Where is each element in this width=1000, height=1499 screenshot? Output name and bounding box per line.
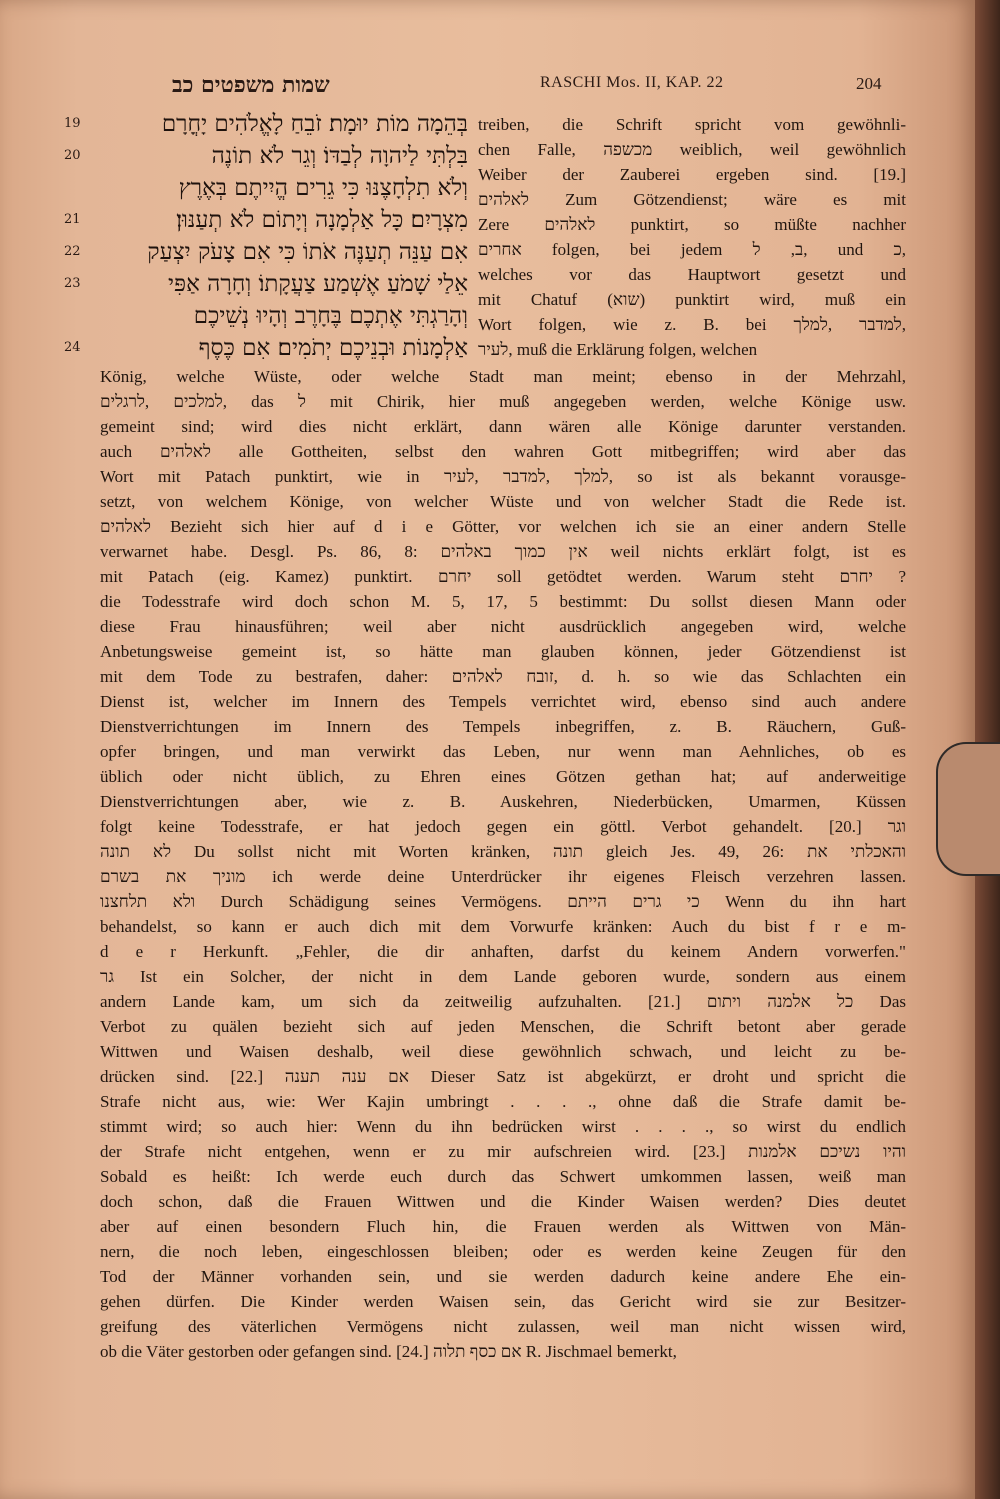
commentary-line: mit Chatuf (שוא) punktirt wird, muß ein [478, 290, 906, 309]
hebrew-line: בְּהֵמָה מוֹת יוּמָת׃ זֹבֵחַ לָאֱלֹהִים יָחֳרָם [161, 111, 468, 137]
commentary-line: üblich oder nicht üblich, zu Ehren eines Götzen gethan hat; auf anderweitige [100, 767, 906, 786]
commentary-line: לעיר, muß die Erklärung folgen, welchen [478, 340, 758, 359]
commentary-line: למלכים ,לרגלים, das ל mit Chirik, hier muß angegeben werden, welche Könige usw. [100, 392, 906, 411]
commentary-line: גר Ist ein Solcher, der nicht in dem Lande geboren wurde, sondern aus einem [100, 967, 906, 986]
commentary-line: Dienst ist, welcher im Innern des Tempels verrichtet wird, ebenso sind auch andere [100, 692, 906, 711]
header-hebrew-title: שמות משפטים כב [172, 72, 330, 98]
commentary-line: verwarnet habe. Desgl. Ps. 86, 8: אין כמוך באלהים weil nichts erklärt folgt, ist es [100, 542, 906, 561]
commentary-line: Wort mit Patach punktirt, wie in למלך ,למדבר ,לעיר, so ist als bekannt vorausge- [100, 467, 906, 486]
commentary-line: greifung des väterlichen Vermögens nicht zulassen, weil man nicht wissen wird, [100, 1317, 906, 1336]
commentary-line: אחרים folgen, bei jedem ב, ל, und כ, [478, 240, 906, 259]
commentary-line: opfer bringen, und man verwirkt das Leben, nur wenn man Aehnliches, ob es [100, 742, 906, 761]
commentary-line: auch לאלהים alle Gottheiten, selbst den wahren Gott mitbegriffen; wird aber das [100, 442, 906, 461]
commentary-line: stimmt wird; so auch hier: Wenn du ihn bedrücken wirst . . . ., so wirst du endlich [100, 1117, 906, 1136]
hebrew-verse-text [92, 108, 468, 364]
commentary-line: ולא תלחצנו Durch Schädigung seines Vermögens. כי גרים הייתם Wenn du ihn hart [100, 892, 906, 911]
commentary-line: Strafe nicht aus, wie: Wer Kajin umbringt . . . ., ohne daß die Strafe damit be- [100, 1092, 906, 1111]
hebrew-line: אֵלַי שָׁמֹעַ אֶשְׁמַע צַעֲקָתוֹ׃ וְחָרָה אַפִּי [167, 271, 468, 297]
hebrew-line: מִצְרָיִם׃ כָּל אַלְמָנָה וְיָתוֹם לֹא תְעַנּוּן׃ [176, 207, 468, 233]
commentary-line: לאלהים Zum Götzendienst; wäre es mit [478, 190, 906, 209]
verse-number: 22 [64, 244, 81, 259]
commentary-line: Dienstverrichtungen im Innern des Tempels inbegriffen, z. B. Räuchern, Guß- [100, 717, 906, 736]
commentary-line: Wort folgen, wie z. B. bei למדבר ,למלך, [478, 315, 906, 334]
hebrew-line: וְלֹא תִלְחָצֶנּוּ כִּי גֵרִים הֱיִיתֶם בְּאֶרֶץ [178, 175, 468, 201]
page-number: 204 [856, 74, 882, 93]
commentary-line: gehen dürfen. Die Kinder werden Waisen sein, das Gericht wird sie zur Besitzer- [100, 1292, 906, 1311]
commentary-line: Tod der Männer vorhanden sein, und sie werden dadurch keine andere Ehe ein- [100, 1267, 906, 1286]
commentary-column [478, 112, 906, 362]
commentary-line: מוניך את בשרם ich werde deine Unterdrücker ihr eigenes Fleisch verzehren lassen. [100, 867, 906, 886]
page-header [0, 72, 975, 102]
commentary-line: לא תונה Du sollst nicht mit Worten kränken, תונה gleich Jes. 49, 26: והאכלתי את [100, 842, 906, 861]
commentary-line: Wittwen und Waisen deshalb, weil diese gewöhnlich schwach, und leicht zu be- [100, 1042, 906, 1061]
commentary-line: treiben, die Schrift spricht vom gewöhnli- [478, 115, 906, 134]
commentary-line: behandelst, so kann er auch dich mit dem Vorwurfe kränken: Auch du bist f r e m- [100, 917, 906, 936]
verse-number: 19 [64, 116, 81, 131]
verse-number: 23 [64, 276, 81, 291]
commentary-line: d e r Herkunft. „Fehler, die dir anhaften, darfst du keinem Andern vorwerfen." [100, 942, 906, 961]
commentary-line: לאלהים Bezieht sich hier auf d i e Götter, vor welchen ich sie an einer andern Stelle [100, 517, 906, 536]
commentary-line: der Strafe nicht entgehen, wenn er zu mir aufschreien wird. [23.] והיו נשיכם אלמנות [100, 1142, 906, 1161]
hebrew-line: וְהָרַגְתִּי אֶתְכֶם בֶּחָרֶב וְהָיוּ נְשֵׁיכֶם [193, 303, 468, 329]
commentary-line: doch schon, daß die Frauen Wittwen und die Kinder Waisen werden? Dies deutet [100, 1192, 906, 1211]
page-tab-marker [936, 742, 1000, 876]
commentary-full-width [100, 364, 906, 1364]
commentary-line: König, welche Wüste, oder welche Stadt man meint; ebenso in der Mehrzahl, [100, 367, 906, 386]
commentary-line: Dienstverrichtungen aber, wie z. B. Auskehren, Niederbücken, Umarmen, Küssen [100, 792, 906, 811]
commentary-line: andern Lande kam, um sich da zeitweilig aufzuhalten. [21.] כל אלמנה ויתום Das [100, 992, 906, 1011]
commentary-line: mit dem Tode zu bestrafen, daher: זובח לאלהים, d. h. so wie das Schlachten ein [100, 667, 906, 686]
hebrew-line: אַלְמָנוֹת וּבְנֵיכֶם יְתֹמִים׃ אִם כֶּסֶף [198, 335, 468, 361]
commentary-line: aber auf einen besondern Fluch hin, die Frauen werden als Wittwen von Män- [100, 1217, 906, 1236]
verse-number: 24 [64, 340, 81, 355]
verse-number: 20 [64, 148, 81, 163]
commentary-line: die Todesstrafe wird doch schon M. 5, 17, 5 bestimmt: Du sollst diesen Mann oder [100, 592, 906, 611]
commentary-line: Verbot zu quälen bezieht sich auf jeden Menschen, die Schrift betont aber gerade [100, 1017, 906, 1036]
commentary-line: Weiber der Zauberei ergeben sind. [19.] [478, 165, 906, 184]
commentary-line: chen Falle, מכשפה weiblich, weil gewöhnlich [478, 140, 906, 159]
commentary-line: folgt keine Todesstrafe, er hat jedoch gegen ein göttl. Verbot gehandelt. [20.] וגר [100, 817, 906, 836]
commentary-line: Sobald es heißt: Ich werde euch durch das Schwert umkommen lassen, weiß man [100, 1167, 906, 1186]
hebrew-line: בִּלְתִּי לַיהוָה לְבַדּוֹ׃ וְגֵר לֹא תוֹנֶה [211, 143, 468, 169]
commentary-line: nern, die noch leben, eingeschlossen bleiben; oder es werden keine Zeugen für den [100, 1242, 906, 1261]
commentary-line: gemeint sind; wird dies nicht erklärt, dann wären alle Könige darunter verstanden. [100, 417, 906, 436]
verse-number: 21 [64, 212, 81, 227]
header-title: RASCHI Mos. II, KAP. 22 [540, 74, 724, 91]
commentary-line: ob die Väter gestorben oder gefangen sind. [24.] אם כסף תלוה R. Jischmael bemerkt, [100, 1342, 677, 1361]
commentary-line: setzt, von welchem Könige, von welcher Wüste und von welcher Stadt die Rede ist. [100, 492, 906, 511]
commentary-line: drücken sind. [22.] אם ענה תענה Dieser Satz ist abgekürzt, er droht und spricht die [100, 1067, 906, 1086]
commentary-line: Zere לאלהים punktirt, so müßte nachher [478, 215, 906, 234]
commentary-line: welches vor das Hauptwort gesetzt und [478, 265, 906, 284]
commentary-line: Anbetungsweise gemeint ist, so hätte man glauben können, jeder Götzendienst ist [100, 642, 906, 661]
hebrew-line: אִם עַנֵּה תְעַנֶּה אֹתוֹ כִּי אִם צָעֹק יִצְעַק [147, 239, 468, 265]
commentary-line: mit Patach (eig. Kamez) punktirt. יחרם soll getödtet werden. Warum steht יחרם ? [100, 567, 906, 586]
commentary-line: diese Frau hinausführen; weil aber nicht ausdrücklich angegeben wird, welche [100, 617, 906, 636]
